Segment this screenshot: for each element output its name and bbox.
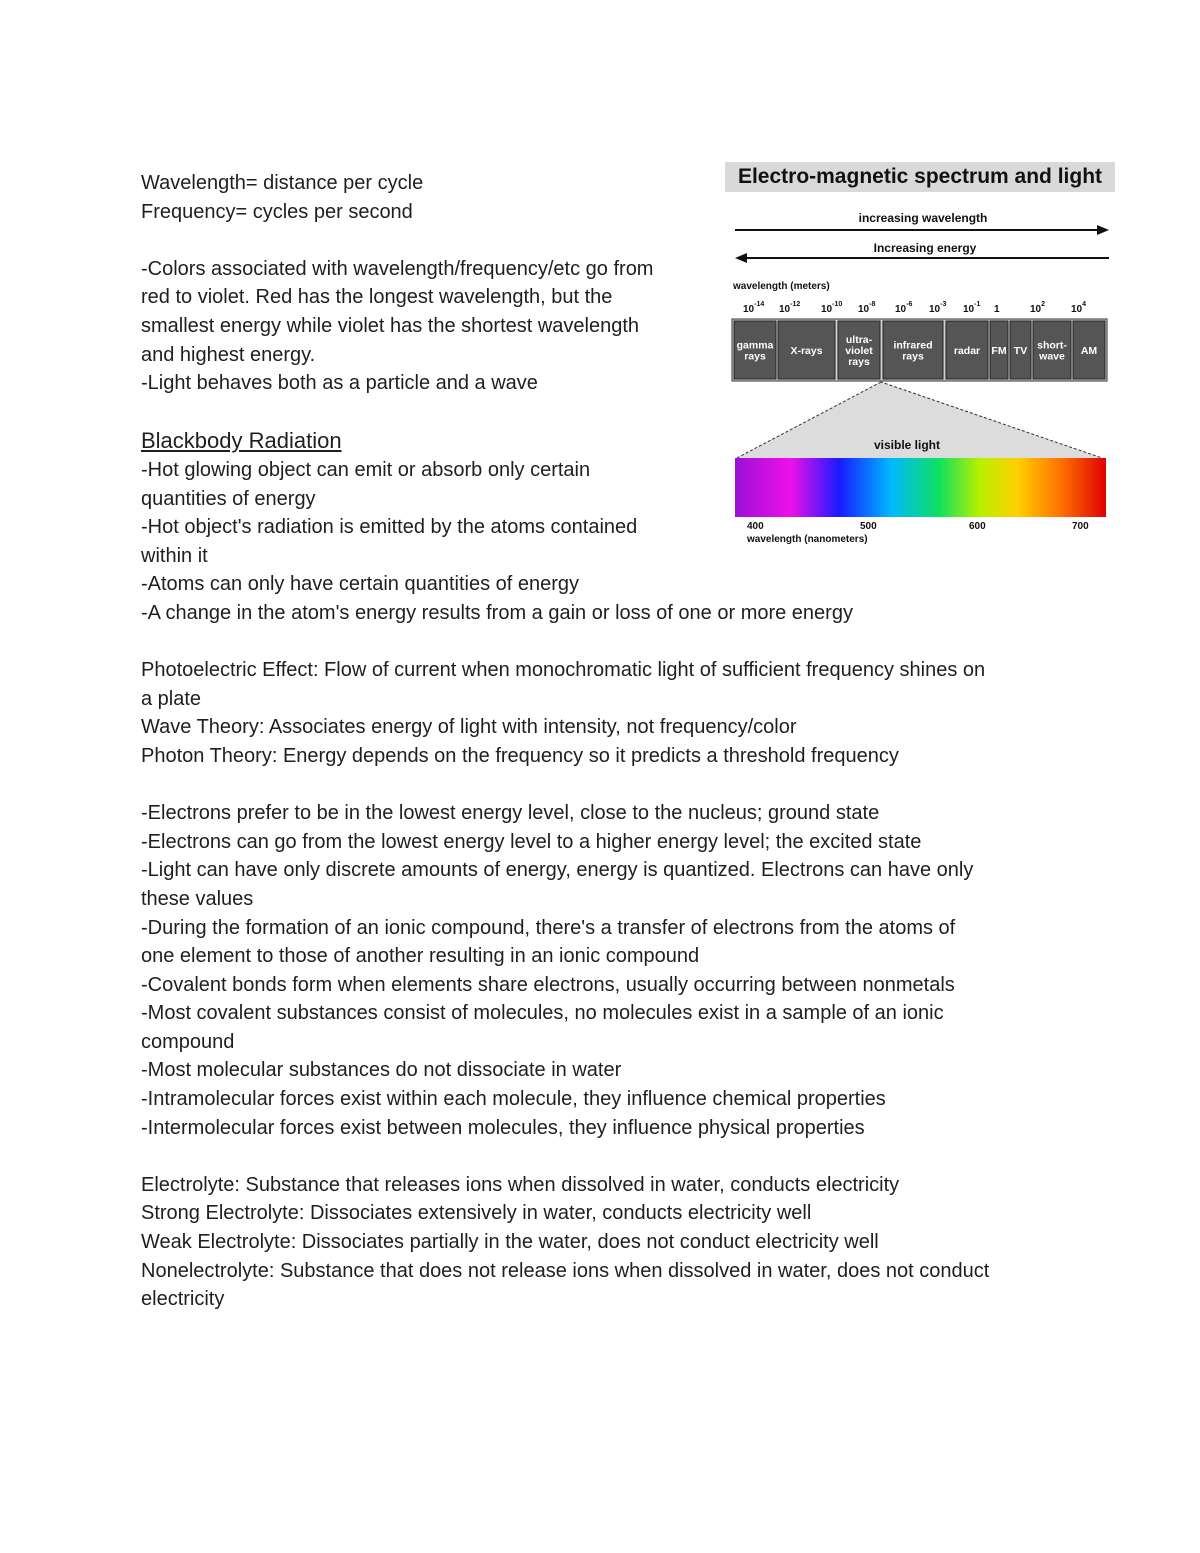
electrons-line-6: one element to those of another resulting in an ionic compound <box>141 945 700 968</box>
figure-title: Electro-magnetic spectrum and light <box>725 162 1115 192</box>
band-label: gamma rays <box>736 339 774 363</box>
electrons-line-12: -Intermolecular forces exist between molecules, they influence physical properties <box>141 1116 865 1139</box>
band-label: ultra-violet rays <box>845 334 873 368</box>
nm-tick-label: 700 <box>1072 521 1089 532</box>
increasing-energy-label: Increasing energy <box>873 241 977 255</box>
frequency-definition: Frequency= cycles per second <box>141 200 413 223</box>
nanometer-ticks <box>747 521 1089 532</box>
colors-line-4: and highest energy. <box>141 343 316 366</box>
visible-light-label: visible light <box>873 438 941 452</box>
blackbody-line-3: -Hot object's radiation is emitted by the atoms contained <box>141 516 638 539</box>
blackbody-heading: Blackbody Radiation <box>141 428 342 453</box>
photoelectric-line-1: Photoelectric Effect: Flow of current when monochromatic light of sufficient frequency shines on <box>141 659 986 682</box>
band-label: radar <box>953 345 981 357</box>
photoelectric-line-2: a plate <box>141 687 202 710</box>
exponent-label: $10^{-14}$ <box>743 301 765 315</box>
electrons-line-7: -Covalent bonds form when elements share electrons, usually occurring between nonmetals <box>141 973 955 996</box>
blackbody-line-5: -Atoms can only have certain quantities of energy <box>141 573 580 596</box>
band-label: infrared rays <box>893 339 933 363</box>
exponent-label: $10^{-8}$ <box>858 301 876 315</box>
exponent-label: 1 <box>994 304 1000 315</box>
em-spectrum-figure <box>725 158 1120 553</box>
exponent-label: $10^{-10}$ <box>821 301 843 315</box>
electrolyte-line-3: Weak Electrolyte: Dissociates partially in the water, does not conduct electricity well <box>141 1231 879 1254</box>
blackbody-section <box>141 426 1071 1314</box>
wavelength-meters-label: wavelength (meters) <box>733 281 830 292</box>
electrons-line-4: these values <box>141 887 254 910</box>
wavelength-definition: Wavelength= distance per cycle <box>141 172 424 194</box>
nm-tick-label: 500 <box>860 521 877 532</box>
exponent-label: $10^{-1}$ <box>963 301 981 315</box>
wavelength-nm-label: wavelength (nanometers) <box>747 534 868 545</box>
exponent-labels <box>743 301 1086 315</box>
band-label: short-wave <box>1037 339 1067 363</box>
electrolyte-line-1: Electrolyte: Substance that releases ions when dissolved in water, conducts electricity <box>141 1173 900 1196</box>
colors-line-3: smallest energy while violet has the shortest wavelength <box>141 314 640 337</box>
electrolyte-line-5: electricity <box>141 1288 225 1311</box>
nm-tick-label: 400 <box>747 521 764 532</box>
band-boxes <box>734 321 1105 379</box>
colors-line-1: -Colors associated with wavelength/frequency/etc go from <box>141 257 654 280</box>
photon-theory-line: Photon Theory: Energy depends on the frequency so it predicts a threshold frequency <box>141 744 899 767</box>
wave-theory-line: Wave Theory: Associates energy of light with intensity, not frequency/color <box>141 716 797 739</box>
electrons-line-9: compound <box>141 1030 235 1053</box>
blackbody-line-6: -A change in the atom's energy results from a gain or loss of one or more energy <box>141 601 853 624</box>
blackbody-line-4: within it <box>141 544 208 567</box>
nm-tick-label: 600 <box>969 521 986 532</box>
electrons-line-3: -Light can have only discrete amounts of energy, energy is quantized. Electrons can have only <box>141 859 974 882</box>
band-label: AM <box>1080 345 1098 357</box>
exponent-label: $10^{-3}$ <box>929 301 947 315</box>
band-label: X-rays <box>790 345 823 357</box>
blackbody-line-2: quantities of energy <box>141 487 316 510</box>
electrons-line-1: -Electrons prefer to be in the lowest energy level, close to the nucleus; ground state <box>141 802 880 825</box>
spectrum-diagram <box>725 158 1120 553</box>
electrolyte-line-2: Strong Electrolyte: Dissociates extensively in water, conducts electricity well <box>141 1202 812 1225</box>
electrons-line-10: -Most molecular substances do not dissociate in water <box>141 1059 622 1082</box>
intro-section <box>141 169 701 398</box>
wavelength-arrow-head <box>1097 225 1109 235</box>
light-behavior-line: -Light behaves both as a particle and a wave <box>141 372 538 395</box>
exponent-label: $10^4$ <box>1071 301 1087 315</box>
electrons-line-2: -Electrons can go from the lowest energy level to a higher energy level; the excited state <box>141 830 922 853</box>
exponent-label: $10^{-6}$ <box>895 301 913 315</box>
electrons-line-11: -Intramolecular forces exist within each molecule, they influence chemical properties <box>141 1088 886 1111</box>
blackbody-line-1: -Hot glowing object can emit or absorb only certain <box>141 459 591 481</box>
electrons-line-8: -Most covalent substances consist of molecules, no molecules exist in a sample of an ionic <box>141 1002 944 1025</box>
band-label: TV <box>1013 345 1028 357</box>
energy-arrow-head <box>735 253 747 263</box>
increasing-wavelength-label: increasing wavelength <box>858 211 988 225</box>
electrolyte-line-4: Nonelectrolyte: Substance that does not release ions when dissolved in water, does not conduct <box>141 1259 990 1282</box>
band-label: FM <box>991 345 1007 357</box>
colors-line-2: red to violet. Red has the longest wavelength, but the <box>141 286 613 309</box>
exponent-label: $10^{-12}$ <box>779 301 801 315</box>
visible-light-spectrum <box>735 458 1106 517</box>
exponent-label: $10^2$ <box>1030 301 1046 315</box>
electrons-line-5: -During the formation of an ionic compound, there's a transfer of electrons from the atoms of <box>141 916 956 939</box>
